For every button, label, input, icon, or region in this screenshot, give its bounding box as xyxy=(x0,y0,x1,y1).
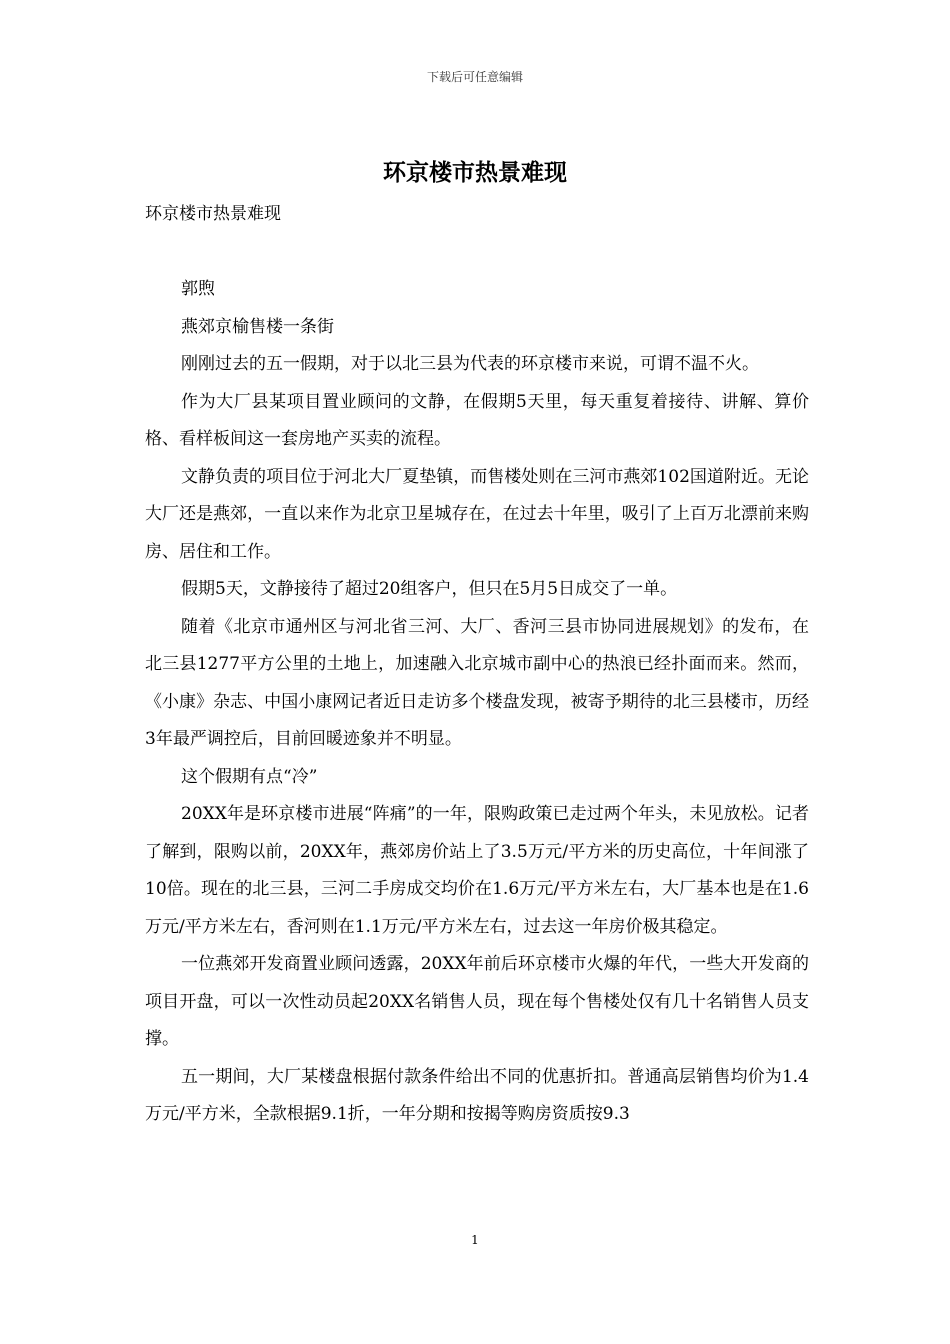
body-paragraph: 五一期间，大厂某楼盘根据付款条件给出不同的优惠折扣。普通高层销售均价为1.4万元/平方米，全款根据9.1折，一年分期和按揭等购房资质按9.3 xyxy=(145,1066,809,1124)
document-title: 环京楼市热景难现 xyxy=(383,159,567,186)
document-body xyxy=(145,196,809,1134)
body-paragraph: 文静负责的项目位于河北大厂夏垫镇，而售楼处则在三河市燕郊102国道附近。无论大厂还是燕郊，一直以来作为北京卫星城存在，在过去十年里，吸引了上百万北漂前来购房、居住和工作。 xyxy=(145,466,809,562)
section-heading: 燕郊京榆售楼一条街 xyxy=(181,316,334,337)
body-paragraph: 作为大厂县某项目置业顾问的文静，在假期5天里，每天重复着接待、讲解、算价格、看样板间这一套房地产买卖的流程。 xyxy=(145,391,809,449)
header-note: 下载后可任意编辑 xyxy=(426,70,523,84)
subtitle-paragraph: 环京楼市热景难现 xyxy=(145,204,281,224)
section-heading: 这个假期有点“冷” xyxy=(181,766,318,787)
body-paragraph: 20XX年是环京楼市进展“阵痛”的一年，限购政策已走过两个年头，未见放松。记者了解到，限购以前，20XX年，燕郊房价站上了3.5万元/平方米的历史高位，十年间涨了10倍。现在的北三县，三河二手房成交均价在1.6万元/平方米左右，大厂基本也是在1.6万元/平方米左右，香河则在1.1万元/平方米左右，过去这一年房价极其稳定。 xyxy=(145,804,809,937)
body-paragraph: 假期5天，文静接待了超过20组客户，但只在5月5日成交了一单。 xyxy=(181,579,678,599)
page-number: 1 xyxy=(471,1233,479,1247)
body-paragraph: 刚刚过去的五一假期，对于以北三县为代表的环京楼市来说，可谓不温不火。 xyxy=(181,354,759,374)
author-line: 郭煦 xyxy=(181,279,215,299)
body-paragraph: 随着《北京市通州区与河北省三河、大厂、香河三县市协同进展规划》的发布，在北三县1277平方公里的土地上，加速融入北京城市副中心的热浪已经扑面而来。然而，《小康》杂志、中国小康网记者近日走访多个楼盘发现，被寄予期待的北三县楼市，历经3年最严调控后，目前回暖迹象并不明显。 xyxy=(145,616,809,749)
body-paragraph: 一位燕郊开发商置业顾问透露，20XX年前后环京楼市火爆的年代，一些大开发商的项目开盘，可以一次性动员起20XX名销售人员，现在每个售楼处仅有几十名销售人员支撑。 xyxy=(145,954,809,1049)
